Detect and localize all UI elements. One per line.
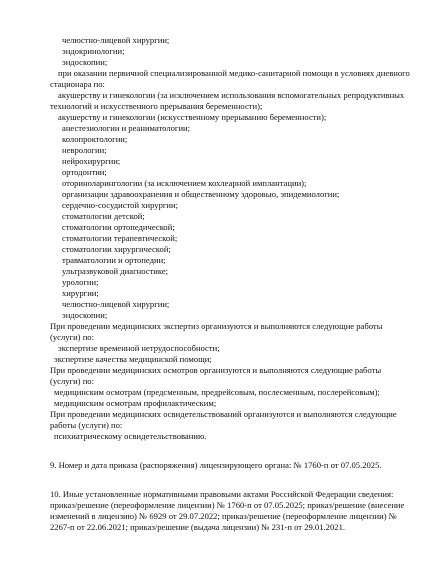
activity-item: стоматологии детской; bbox=[62, 211, 145, 221]
section-heading: При проведении медицинских осмотров организуются и выполняются следующие работы bbox=[50, 365, 382, 375]
activity-item: анестезиологии и реаниматологии; bbox=[62, 123, 191, 133]
activity-item: челюстно-лицевой хирургии; bbox=[62, 35, 170, 45]
activity-item: организации здравоохранения и общественному здоровью, эпидемиологии; bbox=[62, 189, 340, 199]
section-heading: при оказании первичной специализированной медико-санитарной помощи в условиях дневного bbox=[58, 68, 410, 78]
activity-item: челюстно-лицевой хирургии; bbox=[62, 299, 170, 309]
activity-item: акушерству и гинекологии (искусственному прерыванию беременности); bbox=[58, 112, 327, 122]
section-heading-continued: (услуги) по: bbox=[50, 332, 94, 342]
activity-item: ультразвуковой диагностике; bbox=[62, 266, 169, 276]
activity-item: травматологии и ортопедии; bbox=[62, 255, 166, 265]
activity-item: оториноларингологии (за исключением кохлеарной имплантации); bbox=[62, 178, 307, 188]
activity-item: медицинским осмотрам (предсменным, предрейсовым, послесменным, послерейсовым); bbox=[54, 387, 380, 397]
other-info-text: приказ/решение (переоформление лицензии) № 1760-п от 07.05.2025; приказ/решение (внесение bbox=[50, 500, 405, 510]
section-heading-continued: (услуги) по: bbox=[50, 376, 94, 386]
activity-item: неврологии; bbox=[62, 145, 107, 155]
activity-item: эндокринологии; bbox=[62, 46, 125, 56]
activity-item: сердечно-сосудистой хирургии; bbox=[62, 200, 179, 210]
activity-item: стоматологии терапевтической; bbox=[62, 233, 178, 243]
activity-item: хирургии; bbox=[62, 288, 99, 298]
activity-item: стоматологии хирургической; bbox=[62, 244, 171, 254]
activity-item: медицинским осмотрам профилактическим; bbox=[54, 398, 217, 408]
activity-item: ортодонтии; bbox=[62, 167, 107, 177]
section-heading: При проведении медицинских экспертиз организуются и выполняются следующие работы bbox=[50, 321, 383, 331]
other-info-text: 2267-п от 22.06.2021; приказ/решение (выдача лицензии) № 231-п от 29.01.2021. bbox=[50, 522, 346, 532]
activity-item: эндоскопии; bbox=[62, 57, 108, 67]
section-heading-continued: стационара по: bbox=[50, 79, 105, 89]
activity-item: эндоскопии; bbox=[62, 310, 108, 320]
other-info-text: изменений в лицензию) № 6929 от 29.07.2022; приказ/решение (переоформление лицензии) № bbox=[50, 511, 397, 521]
activity-item-continued: технологий и искусственного прерывания беременности); bbox=[50, 101, 263, 111]
activity-item: урологии; bbox=[62, 277, 99, 287]
activity-item: колопроктологии; bbox=[62, 134, 128, 144]
activity-item: акушерству и гинекологии (за исключением использования вспомогательных репродуктивных bbox=[58, 90, 405, 100]
activity-item: нейрохирургии; bbox=[62, 156, 121, 166]
section-heading: При проведении медицинских освидетельствований организуются и выполняются следующие bbox=[50, 409, 397, 419]
activity-item: стоматологии ортопедической; bbox=[62, 222, 175, 232]
section-heading-continued: работы (услуги) по: bbox=[50, 420, 123, 430]
activity-item: психиатрическому освидетельствованию. bbox=[54, 431, 207, 441]
activity-item: экспертизе временной нетрудоспособности; bbox=[58, 343, 220, 353]
order-number-paragraph: 9. Номер и дата приказа (распоряжения) лицензирующего органа: № 1760-п от 07.05.2025. bbox=[50, 460, 382, 470]
activity-item: экспертизе качества медицинской помощи; bbox=[54, 354, 212, 364]
other-info-heading: 10. Иные установленные нормативными правовыми актами Российской Федерации сведения: bbox=[50, 489, 394, 499]
